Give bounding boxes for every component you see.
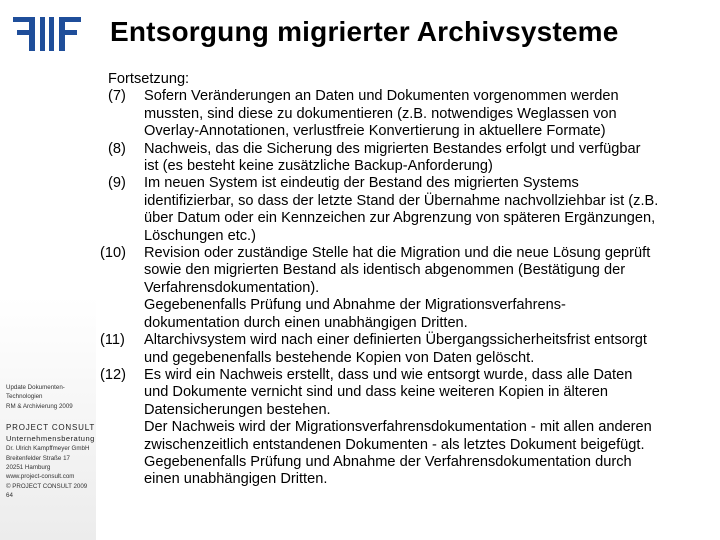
item-text: Nachweis, das die Sicherung des migrierten Bestandes erfolgt und verfügbar ist (es besteht keine zusätzliche Backup-Anforderung): [144, 140, 641, 175]
sidebar: [0, 0, 96, 540]
item-text: Sofern Veränderungen an Daten und Dokumenten vorgenommen werden mussten, sind diese zu dokumentieren (z.B. notwendiges Weglassen von Overlay-Annotationen, verlustfreie Konvertierung in aktuellere Formate): [144, 88, 619, 140]
address-line: Breitenfelder Straße 17: [6, 454, 70, 462]
list-item: [100, 245, 708, 332]
item-number: (10): [100, 245, 126, 262]
item-text: Altarchivsystem wird nach einer definierten Übergangssicherheitsfrist entsorgt und gegebenenfalls bestehende Kopien von Daten gelöscht.: [144, 332, 647, 366]
page-number: 64: [6, 492, 13, 500]
event-title-line: Technologien: [6, 393, 43, 401]
address-line: 20251 Hamburg: [6, 464, 51, 472]
list-item: [100, 366, 708, 489]
item-number: (12): [100, 366, 126, 383]
intro-text: Fortsetzung:: [108, 71, 190, 87]
item-text: Revision oder zuständige Stelle hat die Migration und die neue Lösung geprüft sowie den migrierten Bestand als identisch abgenommen (Bestätigung der Verfahrensdokumentation). Gegebenenfalls Prüfung und Abnahme der Migrationsverfahrens- dokumentation durch einen unabhängigen Dritten.: [144, 245, 651, 331]
main-content: [100, 71, 708, 489]
list-item: [108, 175, 708, 245]
item-number: (7): [108, 88, 126, 105]
address-line: Dr. Ulrich Kampffmeyer GmbH: [6, 445, 90, 453]
page-title: Entsorgung migrierter Archivsysteme: [110, 16, 619, 47]
sidebar-info: [6, 383, 96, 501]
event-title-line: Update Dokumenten-: [6, 384, 65, 391]
website-link[interactable]: www.project-consult.com: [6, 473, 75, 481]
list-item: [100, 332, 708, 367]
item-number: (11): [100, 332, 125, 349]
item-number: (9): [108, 175, 126, 192]
event-title-line: RM & Archivierung 2009: [6, 402, 73, 410]
list-item: [108, 88, 708, 140]
item-number: (8): [108, 140, 126, 157]
item-text: Im neuen System ist eindeutig der Bestand des migrierten Systems identifizierbar, so dass der letzte Stand der Übernahme nachvollziehbar ist (z.B. über Datum oder ein Kennzeichen zur Abgrenzung von späteren Ergänzungen, Löschungen etc.): [144, 175, 659, 244]
project-consult-logo-icon: [13, 17, 81, 51]
list-item: [108, 141, 708, 176]
company-subtitle: Unternehmensberatung: [6, 434, 95, 444]
item-text: Es wird ein Nachweis erstellt, dass und wie entsorgt wurde, dass alle Daten und Dokumente vernicht sind und dass keine weiteren Kopien in älteren Datensicherungen bestehen. Der Nachweis wird der Migrationsverfahrensdokumentation - mit allen anderen zwischenzeitlich entstandenen Dokumenten - als letztes Dokument beigefügt. Gegebenenfalls Prüfung und Abnahme der Verfahrensdokumentation durch einen unabhängigen Dritten.: [144, 366, 652, 488]
copyright: © PROJECT CONSULT 2009: [6, 482, 88, 490]
company-brand: PROJECT CONSULT: [6, 423, 96, 433]
